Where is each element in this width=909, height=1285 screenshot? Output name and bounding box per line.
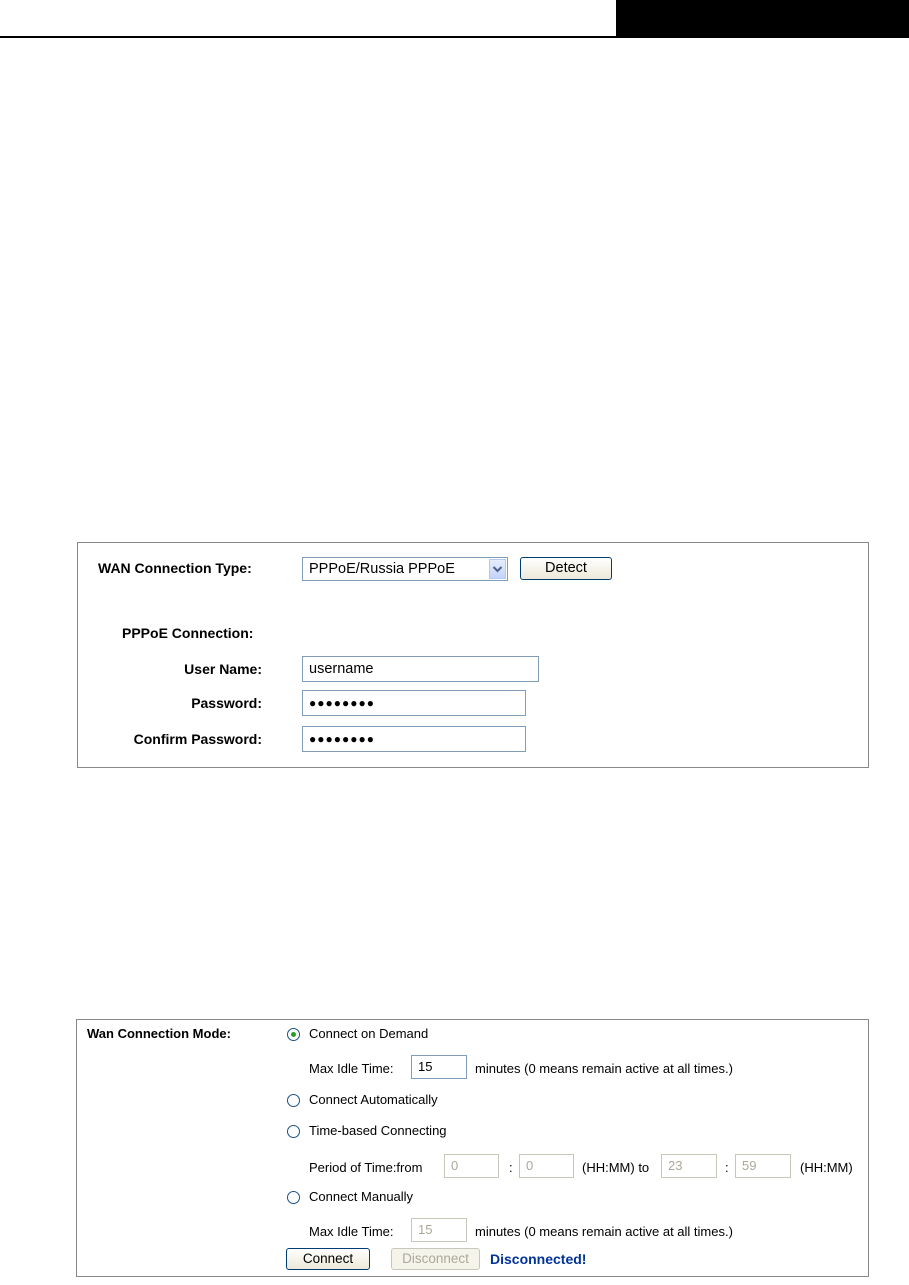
from-hour-input[interactable]: 0	[444, 1154, 499, 1178]
confirm-password-label: Confirm Password:	[133, 731, 262, 747]
password-input[interactable]: ●●●●●●●●	[302, 690, 526, 716]
demand-idle-time-suffix: minutes (0 means remain active at all times.)	[475, 1061, 733, 1076]
time-colon-to: :	[725, 1160, 729, 1175]
option-connect-manually: Connect Manually	[309, 1189, 414, 1204]
chevron-down-icon[interactable]	[489, 559, 506, 579]
radio-connect-manually[interactable]	[287, 1191, 300, 1204]
wan-connection-type-select[interactable]	[302, 557, 508, 581]
username-input[interactable]: username	[302, 656, 539, 682]
wan-connection-mode-label: Wan Connection Mode:	[87, 1026, 231, 1041]
pppoe-connection-heading: PPPoE Connection:	[122, 625, 254, 641]
option-connect-automatically: Connect Automatically	[309, 1092, 438, 1107]
wan-connection-type-label: WAN Connection Type:	[98, 560, 252, 576]
manual-idle-time-suffix: minutes (0 means remain active at all times.)	[475, 1224, 733, 1239]
hhmm-end-label: (HH:MM)	[800, 1160, 853, 1175]
manual-idle-time-label: Max Idle Time:	[309, 1224, 394, 1239]
period-of-time-label: Period of Time:from	[309, 1160, 423, 1175]
confirm-password-input[interactable]: ●●●●●●●●	[302, 726, 526, 752]
option-connect-on-demand: Connect on Demand	[309, 1026, 429, 1041]
to-minute-input[interactable]: 59	[735, 1154, 791, 1178]
connection-mode-panel	[76, 1019, 869, 1277]
disconnect-button[interactable]: Disconnect	[391, 1248, 480, 1270]
to-hour-input[interactable]: 23	[661, 1154, 717, 1178]
username-label: User Name:	[184, 661, 262, 677]
radio-time-based-connecting[interactable]	[287, 1125, 300, 1138]
wan-settings-panel	[77, 542, 869, 768]
manual-idle-time-input[interactable]: 15	[411, 1218, 467, 1242]
connect-button[interactable]: Connect	[286, 1248, 370, 1270]
time-colon-from: :	[509, 1160, 513, 1175]
connection-status: Disconnected!	[490, 1251, 587, 1267]
detect-button[interactable]: Detect	[520, 557, 612, 580]
demand-idle-time-label: Max Idle Time:	[309, 1061, 394, 1076]
header-bar	[616, 0, 909, 38]
password-label: Password:	[191, 695, 262, 711]
hhmm-to-label: (HH:MM) to	[582, 1160, 650, 1175]
option-time-based-connecting: Time-based Connecting	[309, 1123, 447, 1138]
radio-connect-automatically[interactable]	[287, 1094, 300, 1107]
demand-idle-time-input[interactable]: 15	[411, 1055, 467, 1079]
from-minute-input[interactable]: 0	[519, 1154, 574, 1178]
radio-connect-on-demand[interactable]	[287, 1028, 300, 1041]
header-rule	[0, 36, 616, 38]
wan-connection-type-value: PPPoE/Russia PPPoE	[309, 561, 455, 577]
radio-selected-dot	[291, 1032, 296, 1037]
